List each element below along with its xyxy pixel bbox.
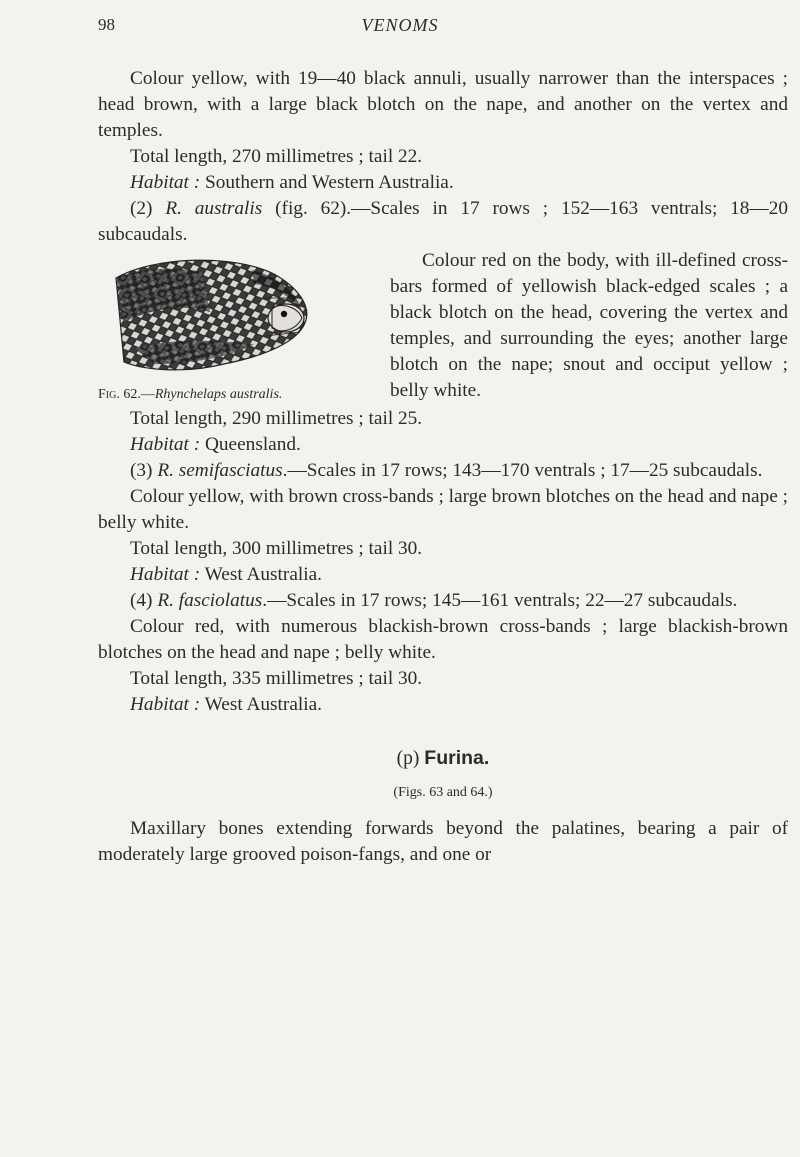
snake-head-illustration [114, 252, 314, 376]
habitat-label: Habitat : [130, 434, 201, 455]
body-text-upper [98, 66, 788, 868]
paragraph [98, 432, 788, 458]
paragraph: Total length, 270 millimetres ; tail 22. [130, 146, 423, 167]
figure-62 [98, 248, 370, 406]
figure-species-name: Rhynchelaps australis. [154, 387, 283, 402]
habitat-label: Habitat : [130, 172, 201, 193]
figure-label: Fig. 62.— [98, 387, 155, 402]
paragraph [98, 692, 788, 718]
entry-number: (3) [130, 460, 158, 481]
species-entry [98, 588, 788, 614]
species-name: R. australis [165, 198, 263, 219]
section-heading [98, 745, 788, 772]
paragraph: Total length, 335 millimetres ; tail 30. [130, 668, 423, 689]
figure-caption [98, 382, 282, 408]
habitat-label: Habitat : [130, 564, 201, 585]
species-name: R. fasciolatus [157, 590, 263, 611]
paragraph [98, 170, 788, 196]
paragraph [98, 562, 788, 588]
paragraph: Maxillary bones extending forwards beyond the palatines, bearing a pair of moderately large grooved poison-fangs, and one or [98, 818, 788, 865]
paragraph: Colour red, with numerous blackish-brown cross-bands ; large blackish-brown blotches on the head and nape ; belly white. [98, 616, 788, 663]
entry-number: (2) [130, 198, 166, 219]
habitat-label: Habitat : [130, 694, 201, 715]
paragraph: Colour yellow, with brown cross-bands ; large brown blotches on the head and nape ; belly white. [98, 486, 788, 533]
running-title: VENOMS [361, 15, 439, 35]
entry-text: .—Scales in 17 rows; 145—161 ventrals; 22—27 subcaudals. [262, 590, 738, 611]
page-number: 98 [98, 15, 115, 34]
habitat-text: West Australia. [200, 694, 322, 715]
habitat-text: West Australia. [200, 564, 322, 585]
genus-name: Furina. [424, 747, 490, 769]
paragraph: Total length, 300 millimetres ; tail 30. [130, 538, 423, 559]
paragraph: Colour yellow, with 19—40 black annuli, usually narrower than the interspaces ; head brown, with a large black blotch on the nape, and another on the vertex and temples. [98, 68, 788, 141]
habitat-text: Southern and Western Australia. [200, 172, 454, 193]
entry-text: (fig. 62).—Scales in 17 rows ; 152—163 ventrals; 18—20 subcaudals. [98, 198, 788, 245]
entry-text: .—Scales in 17 rows; 143—170 ventrals ; 17—25 subcaudals. [282, 460, 763, 481]
habitat-text: Queensland. [200, 434, 301, 455]
section-number: (p) [396, 748, 425, 769]
species-entry [98, 196, 788, 248]
paragraph: Total length, 290 millimetres ; tail 25. [130, 408, 423, 429]
figures-reference: (Figs. 63 and 64.) [393, 785, 493, 800]
entry-number: (4) [130, 590, 158, 611]
species-entry [98, 458, 788, 484]
paragraph: Colour red on the body, with ill-defined cross-bars formed of yellowish black-edged scales ; a black blotch on the head, covering the vertex and temples, and surrounding the eyes; another large blotch on the nape; snout and occiput yellow ; belly white. [390, 250, 788, 401]
species-name: R. semifasciatus [157, 460, 283, 481]
